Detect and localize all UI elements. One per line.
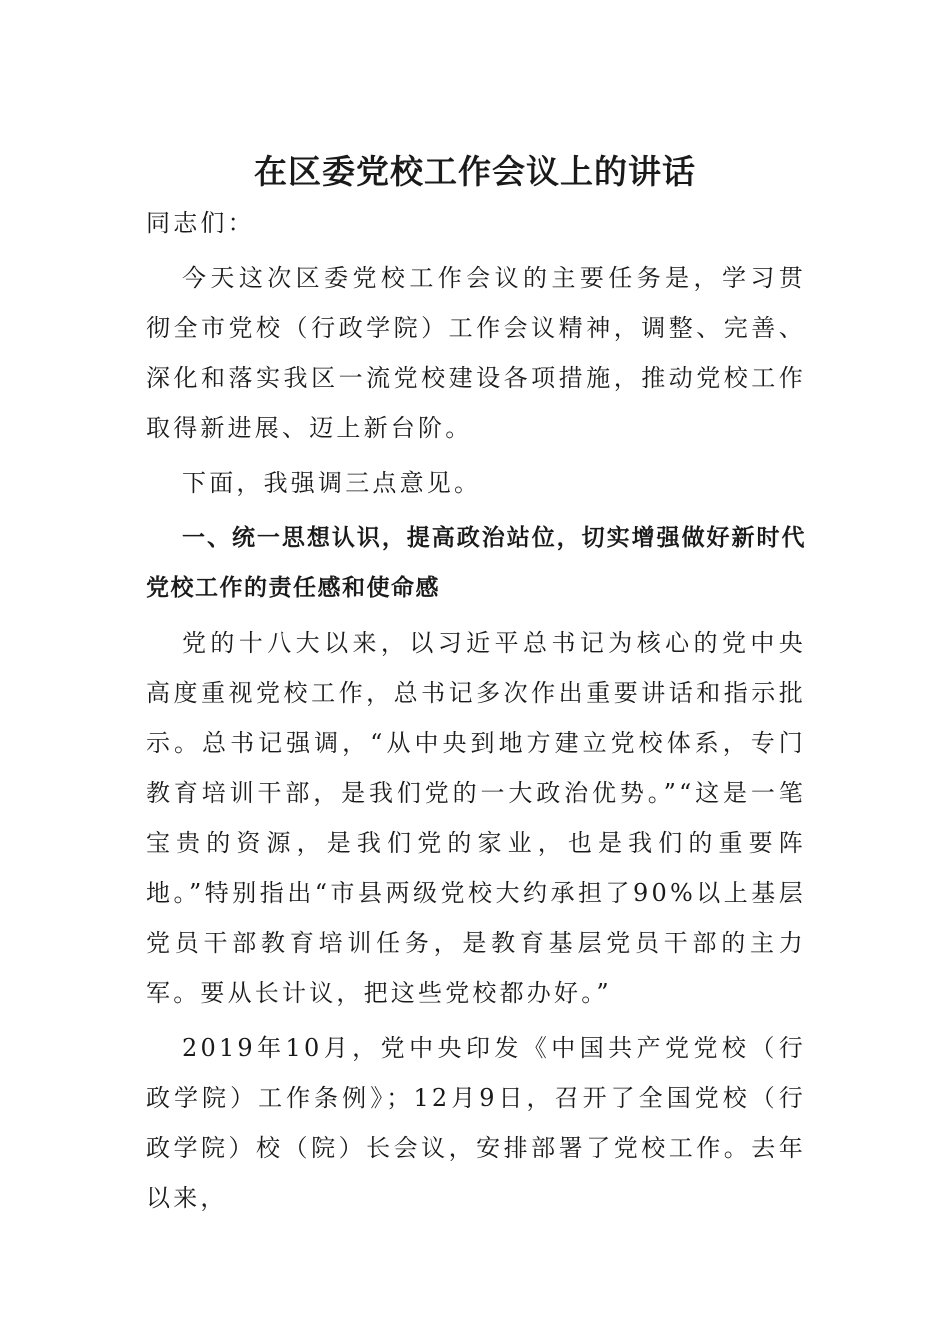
paragraph-outline: 下面，我强调三点意见。	[182, 469, 482, 497]
paragraph-section1-2: 2019年10月，党中央印发《中国共产党党校（行政学院）工作条例》；12月9日，召开了全国党校（行政学院）校（院）长会议，安排部署了党校工作。去年以来，	[146, 1034, 806, 1212]
paragraph-intro: 今天这次区委党校工作会议的主要任务是，学习贯彻全市党校（行政学院）工作会议精神，调整、完善、深化和落实我区一流党校建设各项措施，推动党校工作取得新进展、迈上新台阶。	[146, 264, 806, 442]
greeting: 同志们：	[146, 209, 255, 237]
document-body	[146, 198, 806, 1223]
document-title: 在区委党校工作会议上的讲话	[254, 152, 696, 191]
paragraph-section1-1: 党的十八大以来，以习近平总书记为核心的党中央高度重视党校工作，总书记多次作出重要讲话和指示批示。总书记强调，“从中央到地方建立党校体系，专门教育培训干部，是我们党的一大政治优势。”“这是一笔宝贵的资源，是我们党的家业，也是我们的重要阵地。”特别指出“市县两级党校大约承担了90%以上基层党员干部教育培训任务，是教育基层党员干部的主力军。要从长计议，把这些党校都办好。”	[146, 629, 806, 1007]
section-heading-1: 一、统一思想认识，提高政治站位，切实增强做好新时代党校工作的责任感和使命感	[146, 525, 806, 601]
